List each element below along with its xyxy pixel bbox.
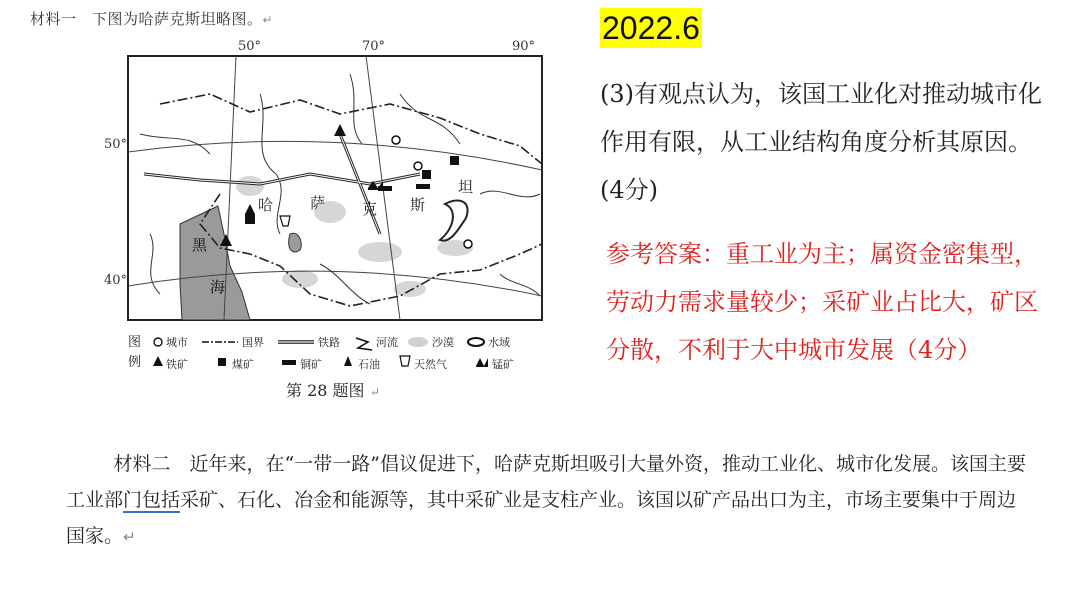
legend-desert-icon [408,337,428,347]
country-char: 坦 [458,178,474,196]
return-mark: ↵ [262,13,274,27]
lat-label-50: 50° [104,137,128,152]
legend-label: 水域 [488,336,510,349]
legend-label: 天然气 [414,358,447,371]
legend-label: 锰矿 [492,358,514,371]
legend-city-icon [154,338,162,346]
legend-label: 煤矿 [232,358,254,371]
return-mark: ↵ [370,385,381,399]
sea-char: 黑 [192,236,208,254]
material2-seg1: 近年来，在“一带一路”倡议促进下，哈萨克斯坦吸引大量外资，推动工业化、城市化发展。该国主要工业部 [66,453,1026,511]
legend-coal-icon [218,358,226,366]
lon-label-90: 90° [512,39,536,54]
city-icon-3 [464,240,472,248]
map-legend [128,335,514,371]
material2-text [66,446,1026,555]
sea-char: 海 [210,278,226,296]
kazakhstan-map-figure [100,34,560,402]
legend-label: 国界 [242,336,264,349]
legend-iron-icon [153,356,163,366]
question-text: (3)有观点认为，该国工业化对推动城市化作用有限，从工业结构角度分析其原因。(4分) [600,80,1042,204]
country-char: 哈 [258,196,274,214]
coal-icon-2 [422,170,431,179]
lon-label-50: 50° [238,39,262,54]
answer-text: 参考答案：重工业为主；属资金密集型，劳动力需求量较少；采矿业占比大，矿区分散，不利于大中城市发展（4分） [606,240,1038,364]
country-char: 萨 [310,194,326,212]
legend-water-icon [468,338,484,346]
kazakhstan-map [100,34,560,402]
lon-label-70: 70° [362,39,386,54]
legend-label: 铜矿 [300,358,322,371]
material1-title [30,8,273,29]
legend-label: 铁矿 [166,358,188,371]
city-icon-2 [414,162,422,170]
material1-title-text: 材料一 下图为哈萨克斯坦略图。 [30,10,263,28]
material2-seg2: 采矿、石化、冶金和能源等，其中采矿业是支柱产业。该国以矿产品出口为主，市场主要集中于周边国家。 [66,489,1017,547]
country-char: 克 [362,200,378,218]
legend-label: 石油 [358,358,380,371]
legend-manganese-icon [476,358,488,367]
coal-icon [450,156,459,165]
legend-label: 河流 [376,336,398,349]
copper-icon-2 [416,184,430,189]
country-char: 斯 [410,196,426,214]
legend-label: 城市 [166,336,188,349]
legend-gas-icon [400,356,410,366]
legend-oil-icon [344,356,352,366]
legend-title-1: 图 [128,335,142,350]
material2-label: 材料二 [113,453,171,475]
year-badge: 2022.6 [602,10,700,46]
material2-paragraph [66,446,1026,555]
legend-title-2: 例 [128,355,142,370]
map-caption: 第 28 题图 [286,381,365,400]
return-mark: ↵ [123,528,136,546]
lat-label-40: 40° [104,273,128,288]
legend-label: 沙漠 [432,336,454,349]
legend-label: 铁路 [318,336,340,349]
city-icon [392,136,400,144]
legend-river-icon [356,338,372,350]
legend-copper-icon [282,360,296,365]
material2-highlight: 门包括 [123,489,181,511]
